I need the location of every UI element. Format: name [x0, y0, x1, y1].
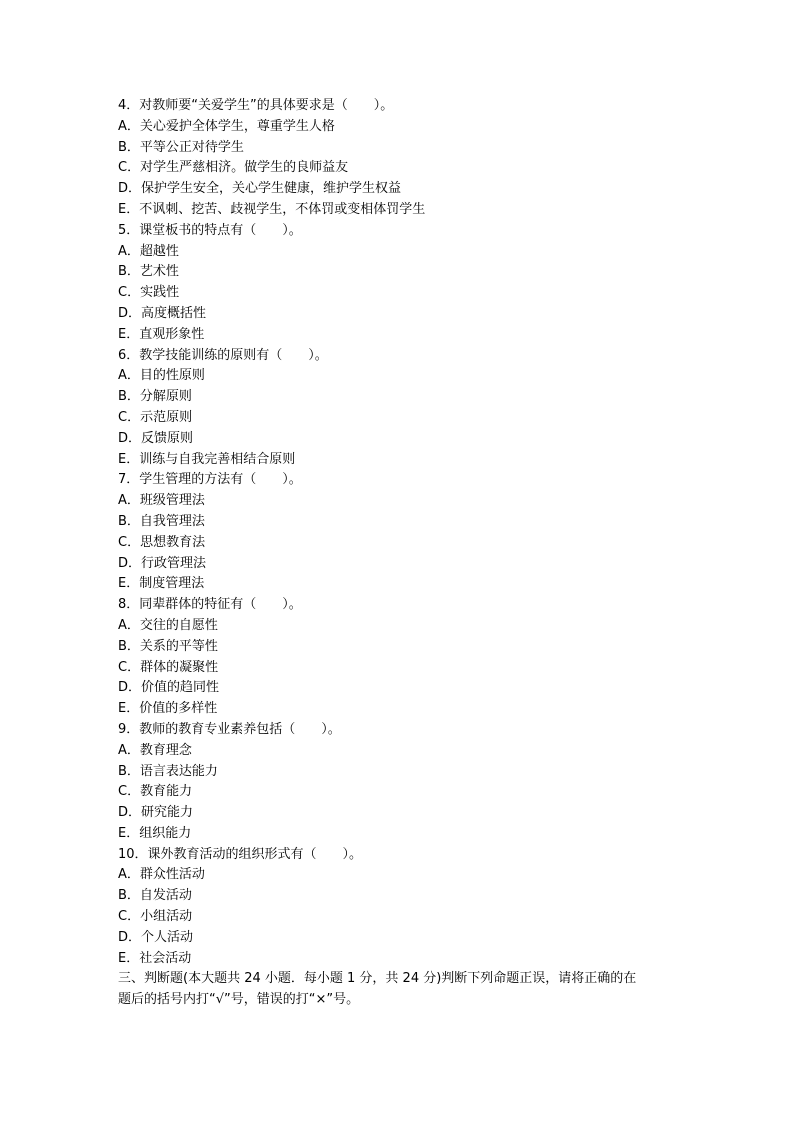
- question-8: [118, 595, 678, 720]
- option-d: D．高度概括性: [118, 305, 207, 321]
- option-c: C．教育能力: [118, 784, 193, 800]
- option-c: C．示范原则: [118, 409, 193, 425]
- option-a: A．群众性活动: [118, 867, 205, 883]
- option-d: D．个人活动: [118, 929, 194, 945]
- option-e: E．价值的多样性: [118, 701, 218, 717]
- section-three-line-1: 三、判断题(本大题共 24 小题．每小题 1 分，共 24 分)判断下列命题正误，请将正确的在: [118, 971, 637, 987]
- option-c: C．小组活动: [118, 909, 193, 925]
- section-three-heading: [118, 969, 678, 1011]
- question-stem: 5．课堂板书的特点有（ ）。: [118, 222, 302, 238]
- option-d: D．行政管理法: [118, 555, 207, 571]
- option-b: B．平等公正对待学生: [118, 139, 244, 155]
- question-stem: 7．学生管理的方法有（ ）。: [118, 472, 302, 488]
- question-7: [118, 470, 678, 595]
- option-d: D．反馈原则: [118, 430, 194, 446]
- question-4: [118, 96, 678, 221]
- option-b: B．语言表达能力: [118, 763, 218, 779]
- question-stem: 10．课外教育活动的组织形式有（ ）。: [118, 846, 363, 862]
- option-c: C．对学生严慈相济。做学生的良师益友: [118, 160, 349, 176]
- option-e: E．训练与自我完善相结合原则: [118, 451, 296, 467]
- option-a: A．教育理念: [118, 742, 192, 758]
- option-a: A．目的性原则: [118, 368, 205, 384]
- question-6: [118, 346, 678, 471]
- option-e: E．社会活动: [118, 950, 192, 966]
- option-d: D．价值的趋同性: [118, 680, 220, 696]
- option-a: A．交往的自愿性: [118, 617, 218, 633]
- option-a: A．班级管理法: [118, 493, 205, 509]
- option-e: E．不讽刺、挖苦、歧视学生，不体罚或变相体罚学生: [118, 201, 426, 217]
- option-b: B．艺术性: [118, 264, 179, 280]
- option-a: A．关心爱护全体学生，尊重学生人格: [118, 118, 335, 134]
- question-stem: 4．对教师要“关爱学生”的具体要求是（ ）。: [118, 98, 394, 113]
- option-d: D．保护学生安全，关心学生健康，维护学生权益: [118, 181, 402, 197]
- option-e: E．组织能力: [118, 825, 192, 841]
- option-a: A．超越性: [118, 243, 179, 259]
- option-b: B．自我管理法: [118, 513, 205, 529]
- option-b: B．分解原则: [118, 389, 192, 405]
- question-stem: 8．同辈群体的特征有（ ）。: [118, 597, 302, 613]
- section-three-line-2: 题后的括号内打“√”号，错误的打“×”号。: [118, 992, 360, 1008]
- option-c: C．群体的凝聚性: [118, 659, 219, 675]
- question-stem: 6．教学技能训练的原则有（ ）。: [118, 347, 328, 363]
- question-9: [118, 720, 678, 845]
- option-e: E．直观形象性: [118, 326, 205, 342]
- option-b: B．关系的平等性: [118, 638, 218, 654]
- question-stem: 9．教师的教育专业素养包括（ ）。: [118, 721, 341, 737]
- question-10: [118, 845, 678, 970]
- option-e: E．制度管理法: [118, 576, 205, 592]
- option-c: C．实践性: [118, 285, 180, 301]
- option-c: C．思想教育法: [118, 534, 206, 550]
- question-5: [118, 221, 678, 346]
- option-d: D．研究能力: [118, 805, 194, 821]
- document-page: [118, 96, 678, 1011]
- option-b: B．自发活动: [118, 888, 192, 904]
